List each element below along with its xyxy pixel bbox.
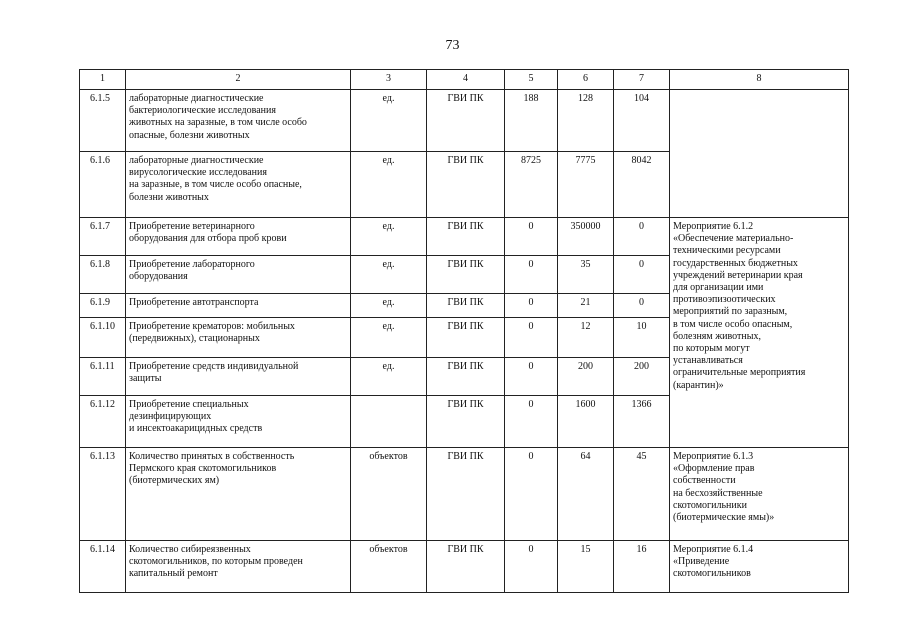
row-code: 6.1.13 xyxy=(80,448,126,541)
row-value-5: 0 xyxy=(505,358,558,396)
header-row xyxy=(80,70,849,90)
column-header: 5 xyxy=(505,70,558,90)
row-value-6: 64 xyxy=(558,448,614,541)
row-name: Приобретение ветеринарного оборудования для отбора проб крови xyxy=(126,218,351,256)
row-organization: ГВИ ПК xyxy=(427,396,505,448)
column-header: 2 xyxy=(126,70,351,90)
row-organization: ГВИ ПК xyxy=(427,448,505,541)
row-organization: ГВИ ПК xyxy=(427,152,505,218)
row-organization: ГВИ ПК xyxy=(427,90,505,152)
row-code: 6.1.12 xyxy=(80,396,126,448)
row-unit: ед. xyxy=(351,294,427,318)
row-value-5: 0 xyxy=(505,218,558,256)
row-value-6: 21 xyxy=(558,294,614,318)
row-value-6: 35 xyxy=(558,256,614,294)
column-header: 3 xyxy=(351,70,427,90)
row-organization: ГВИ ПК xyxy=(427,256,505,294)
row-name: Приобретение лабораторного оборудования xyxy=(126,256,351,294)
row-organization: ГВИ ПК xyxy=(427,318,505,358)
row-value-7: 8042 xyxy=(614,152,670,218)
page-number: 73 xyxy=(445,38,460,53)
row-value-5: 188 xyxy=(505,90,558,152)
row-value-7: 16 xyxy=(614,541,670,593)
row-value-6: 200 xyxy=(558,358,614,396)
column-header: 1 xyxy=(80,70,126,90)
row-code: 6.1.11 xyxy=(80,358,126,396)
row-unit: ед. xyxy=(351,90,427,152)
row-value-5: 0 xyxy=(505,256,558,294)
row-name: лабораторные диагностические вирусологические исследования на заразные, в том числе особо опасные, болезни животных xyxy=(126,152,351,218)
row-value-5: 0 xyxy=(505,318,558,358)
row-name: Количество принятых в собственность Пермского края скотомогильников (биотермических ям) xyxy=(126,448,351,541)
row-unit: объектов xyxy=(351,448,427,541)
row-measure: Мероприятие 6.1.4 «Приведение скотомогильников xyxy=(670,541,849,593)
table-row xyxy=(80,90,849,152)
row-code: 6.1.8 xyxy=(80,256,126,294)
row-name: Количество сибиреязвенных скотомогильников, по которым проведен капитальный ремонт xyxy=(126,541,351,593)
row-name: Приобретение автотранспорта xyxy=(126,294,351,318)
row-measure: Мероприятие 6.1.3 «Оформление прав собственности на бесхозяйственные скотомогильники (биотермические ямы)» xyxy=(670,448,849,541)
row-value-5: 0 xyxy=(505,541,558,593)
row-name: Приобретение крематоров: мобильных (передвижных), стационарных xyxy=(126,318,351,358)
row-organization: ГВИ ПК xyxy=(427,218,505,256)
row-value-7: 0 xyxy=(614,294,670,318)
row-name: лабораторные диагностические бактериологические исследования животных на заразные, в том числе особо опасные, болезни животных xyxy=(126,90,351,152)
row-organization: ГВИ ПК xyxy=(427,294,505,318)
row-measure: Мероприятие 6.1.2 «Обеспечение материально- техническими ресурсами государственных бюджетных учреждений ветеринарии края для организации ими противоэпизоотических мероприятий по заразным, в том числе особо опасным, болезням животных, по которым могут устанавливаться ограничительные мероприятия (карантин)» xyxy=(670,218,849,448)
row-unit: ед. xyxy=(351,218,427,256)
table-row xyxy=(80,541,849,593)
row-value-6: 128 xyxy=(558,90,614,152)
row-value-5: 0 xyxy=(505,448,558,541)
row-value-6: 12 xyxy=(558,318,614,358)
row-value-7: 1366 xyxy=(614,396,670,448)
row-value-6: 1600 xyxy=(558,396,614,448)
column-header: 4 xyxy=(427,70,505,90)
row-code: 6.1.9 xyxy=(80,294,126,318)
row-value-7: 200 xyxy=(614,358,670,396)
table-row xyxy=(80,218,849,256)
row-code: 6.1.7 xyxy=(80,218,126,256)
row-value-7: 45 xyxy=(614,448,670,541)
row-code: 6.1.10 xyxy=(80,318,126,358)
row-unit: объектов xyxy=(351,541,427,593)
row-value-6: 15 xyxy=(558,541,614,593)
row-measure xyxy=(670,90,849,218)
row-name: Приобретение средств индивидуальной защиты xyxy=(126,358,351,396)
column-header: 8 xyxy=(670,70,849,90)
row-organization: ГВИ ПК xyxy=(427,358,505,396)
table-row xyxy=(80,448,849,541)
row-value-7: 0 xyxy=(614,218,670,256)
row-value-6: 7775 xyxy=(558,152,614,218)
row-value-7: 0 xyxy=(614,256,670,294)
row-code: 6.1.6 xyxy=(80,152,126,218)
row-code: 6.1.14 xyxy=(80,541,126,593)
column-header: 6 xyxy=(558,70,614,90)
row-value-7: 10 xyxy=(614,318,670,358)
row-unit: ед. xyxy=(351,318,427,358)
row-name: Приобретение специальных дезинфицирующих и инсектоакарицидных средств xyxy=(126,396,351,448)
indicators-table xyxy=(79,69,849,593)
row-unit: ед. xyxy=(351,256,427,294)
row-value-5: 0 xyxy=(505,396,558,448)
row-value-7: 104 xyxy=(614,90,670,152)
row-code: 6.1.5 xyxy=(80,90,126,152)
row-value-5: 8725 xyxy=(505,152,558,218)
row-unit: ед. xyxy=(351,152,427,218)
row-value-5: 0 xyxy=(505,294,558,318)
column-header: 7 xyxy=(614,70,670,90)
row-unit: ед. xyxy=(351,358,427,396)
row-value-6: 350000 xyxy=(558,218,614,256)
row-unit xyxy=(351,396,427,448)
row-organization: ГВИ ПК xyxy=(427,541,505,593)
